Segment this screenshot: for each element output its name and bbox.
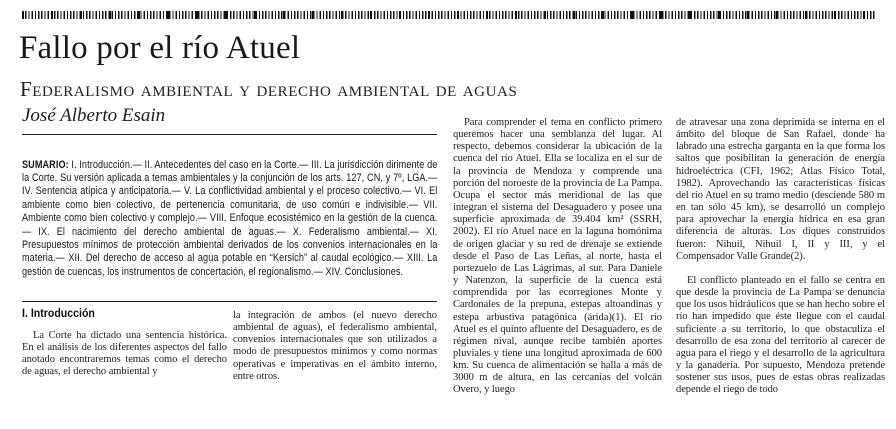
article-subtitle: Federalismo ambiental y derecho ambiental de aguas [20, 77, 518, 101]
page-title: Fallo por el río Atuel [19, 30, 301, 66]
sumario-divider [22, 301, 437, 302]
intro-column-right [233, 310, 437, 383]
author-name: José Alberto Esain [22, 105, 166, 126]
barcode-strip [22, 11, 875, 19]
body-paragraph-1: Para comprender el tema en conflicto primero queremos hacer una semblanza del lugar. Al respecto, debemos considerar la ubicación de la cuenca del río Atuel. Ella se localiza en el sur de la provincia de Mendoza y comprende una porción del noroeste de la provincia de La Pampa. Ocupa el sector más meridional de las que integran el sistema del Desaguadero y posee una superficie aproximada de 39.404 km² (SSRH, 2002). El río Atuel nace en la laguna homónima de origen glaciar y su red de drenaje se extiende desde el Paso de Las Leñas, al norte, hasta el portezuelo de Las Lágrimas, al sur. Para Daniele y Natenzon, la superficie de la cuenca está comprendida por las ecorregiones Monte y Cardonales de la prepuna, estepas altoandinas y estepa arbustiva patagónica (árida)(1). El río Atuel es el quinto afluente del Desaguadero, es de régimen nival, aunque recibe también aportes pluviales y tiene una longitud aproximada de 600 km. Su cuenca de alimentación se halla a más de 3000 m de altura, en las cercanías del volcán Overo, y luego [453, 117, 662, 396]
sumario-text: I. Introducción.— II. Antecedentes del caso en la Corte.— III. La jurisdicción dirimente de la Corte. Su versión aplicada a temas ambientales y la conjunción de los arts. 127, CN, y 7º, LGA.— IV. Sentencia atípica y anticipatoria.— V. La conflictividad ambiental y el proceso colectivo.— VI. El ambiente como bien colectivo, de pertenencia comunitaria, de uso común e indivisible.— VII. Ambiente como bien colectivo y complejo.— VIII. Enfoque ecosistémico en la gestión de la cuenca.— IX. El nacimiento del derecho ambiental de aguas.— X. Federalismo ambiental.— XI. Presupuestos mínimos de protección ambiental derivados de los convenios internacionales en la materia.— XII. Del derecho de acceso al agua potable en “Kersich” al caudal ecológico.— XIII. La gestión de cuencas, los instrumentos de concertación, el regionalismo.— XIV. Conclusiones. [22, 158, 438, 278]
author-divider [22, 134, 437, 135]
sumario-label: SUMARIO: [22, 158, 69, 171]
intro-paragraph-left: La Corte ha dictado una sentencia histórica. En el análisis de los diferentes aspectos del fallo anotado encontraremos temas como el derecho de aguas, el derecho ambiental y [22, 330, 227, 378]
sumario-block [22, 159, 437, 280]
body-paragraph-1-continued: de atravesar una zona deprimida se interna en el ámbito del bloque de San Rafael, donde ha labrado una estrecha garganta en la que forma los saltos que posibilitan la generación de energía hidroeléctrica (CFI, 1962; Atlas Físico Total, 1982). Aprovechando las características físicas del río Atuel en su tramo medio (desciende 580 m en tan sólo 45 km), se desarrolló un complejo para aprovechar la energía hídrica en esa gran diferencia de alturas. Los diques construidos fueron: Nihuil, Nihuil I, II y III, y el Compensador Valle Grande(2). [676, 117, 885, 262]
section-heading-introduccion: I. Introducción [22, 308, 95, 320]
intro-paragraph-right: la integración de ambos (el nuevo derecho ambiental de aguas), el federalismo ambiental, convenios internacionales que son utilizados a modo de presupuestos mínimos y como normas operativas e imperativas en el ámbito interno, entre otros. [233, 310, 437, 382]
body-column-1 [453, 117, 662, 397]
intro-column-left [22, 308, 227, 379]
body-paragraph-2: El conflicto planteado en el fallo se centra en que desde la provincia de La Pampa se denuncia que los usos hidráulicos que se han hecho sobre el río han impedido que éste llegue con el caudal suficiente a su territorio, lo que obstaculiza el desarrollo de esa zona del territorio al carecer de agua para el riego y el desarrollo de la agricultura y la ganadería. Por supuesto, Mendoza pretende sostener sus usos, pues de estas obras realizadas depende el riego de todo [676, 274, 885, 396]
body-column-2 [676, 117, 885, 396]
